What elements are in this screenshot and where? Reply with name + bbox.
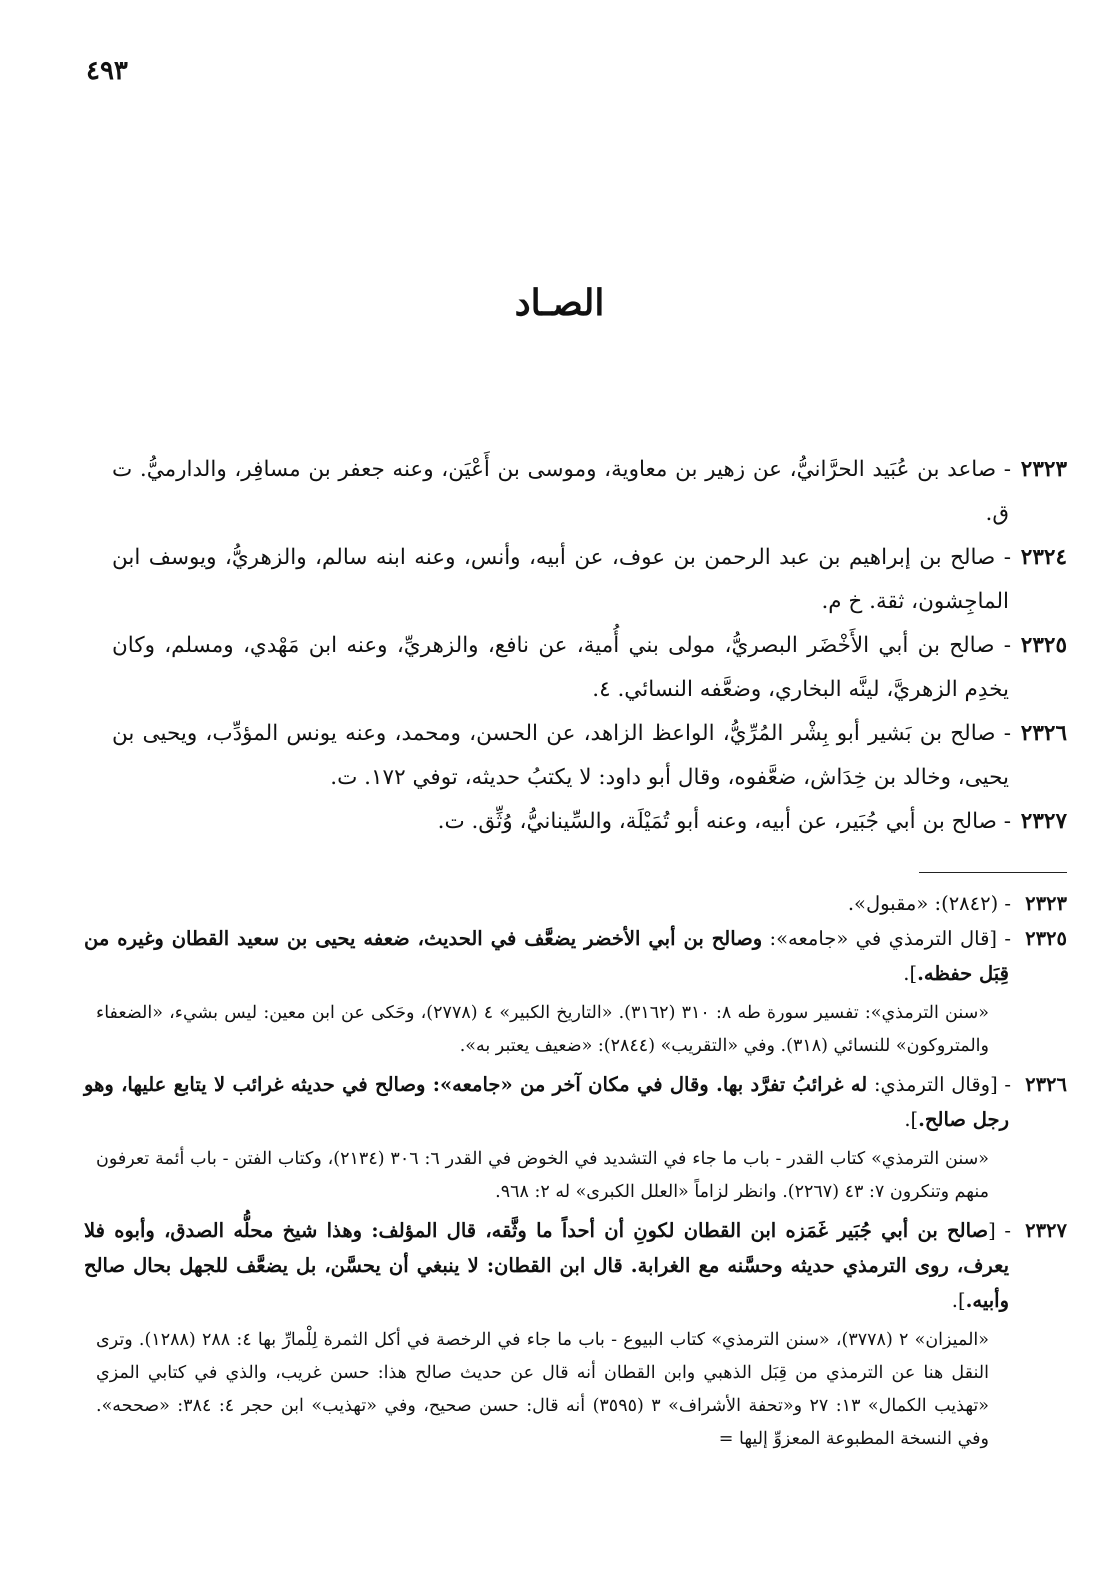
entry-number: ٢٣٢٣ bbox=[1020, 457, 1067, 482]
entry-2323 bbox=[112, 448, 1067, 536]
note-2327 bbox=[84, 1213, 1067, 1318]
entry-number: ٢٣٢٤ bbox=[1020, 545, 1067, 570]
note-tail: ]. bbox=[903, 962, 918, 985]
entry-number: ٢٣٢٥ bbox=[1020, 633, 1067, 658]
entry-text: - صاعد بن عُبَيد الحرَّانيُّ، عن زهير بن معاوية، وموسى بن أَعْيَن، وعنه جعفر بن مسافِر، والدارميُّ. ت ق. bbox=[112, 457, 1011, 526]
note-2326 bbox=[84, 1067, 1067, 1137]
note-comment: «سنن الترمذي» كتاب القدر - باب ما جاء في التشديد في الخوض في القدر ٦: ٣٠٦ (٢١٣٤)، وكتاب الفتن - باب أئمة تعرفون منهم وتنكرون ٧: ٤٣ (٢٢٦٧). وانظر لزاماً «العلل الكبرى» له ٢: ٩٦٨. bbox=[96, 1149, 990, 1202]
note-2323 bbox=[84, 886, 1067, 921]
entry-text: - صالح بن أبي الأَخْضَر البصريُّ، مولى بني أُمية، عن نافع، والزهريِّ، وعنه ابن مَهْدي، ومسلم، وكان يخدِم الزهريَّ، لينَّه البخاري، وضعَّفه النسائي. ٤. bbox=[112, 633, 1011, 702]
entry-text: - صالح بن أبي جُبَير، عن أبيه، وعنه أبو تُمَيْلَة، والسِّينانيُّ، وُثِّق. ت. bbox=[437, 809, 1011, 834]
note-2325 bbox=[84, 921, 1067, 991]
note-tail: ]. bbox=[904, 1108, 919, 1131]
entry-text: - صالح بن بَشير أبو بِشْر المُرِّيُّ، الواعظ الزاهد، عن الحسن، ومحمد، وعنه يونس المؤدِّب، ويحيى بن يحيى، وخالد بن خِدَاش، ضعَّفوه، وقال أبو داود: لا يكتبُ حديثه، توفي ١٧٢. ت. bbox=[112, 721, 1011, 790]
page-number: ٤٩٣ bbox=[86, 56, 128, 86]
main-entries bbox=[112, 448, 1067, 844]
note-number: ٢٣٢٥ bbox=[1025, 927, 1067, 950]
footnote-divider bbox=[919, 872, 1067, 873]
note-comment: «الميزان» ٢ (٣٧٧٨)، «سنن الترمذي» كتاب البيوع - باب ما جاء في الرخصة في أكل الثمرة لِلْمارِّ بها ٤: ٢٨٨ (١٢٨٨). وترى النقل هنا عن الترمذي من قِبَل الذهبي وابن القطان أنه قال عن حديث صالح هذا: حسن غريب، والذي في كتابي المزي «تهذيب الكمال» ١٣: ٢٧ و«تحفة الأشراف» ٣ (٣٥٩٥) أنه قال: حسن صحيح، وفي «تهذيب» ابن حجر ٤: ٣٨٤: «صححه». وفي النسخة المطبوعة المعزوِّ إليها = bbox=[96, 1330, 990, 1449]
entry-number: ٢٣٢٧ bbox=[1020, 809, 1067, 834]
note-comment: «سنن الترمذي»: تفسير سورة طه ٨: ٣١٠ (٣١٦٢). «التاريخ الكبير» ٤ (٢٧٧٨)، وحَكى عن ابن معين: ليس بشيء، «الضعفاء والمتروكون» للنسائي (٣١٨). وفي «التقريب» (٢٨٤٤): «ضعيف يعتبر به». bbox=[96, 1003, 990, 1056]
note-quote: له غرائبُ تفرَّد بها. وقال في مكان آخر من «جامعه»: وصالح في حديثه غرائب لا يتابع عليها، وهو رجل صالح. bbox=[84, 1073, 1009, 1131]
entry-number: ٢٣٢٦ bbox=[1020, 721, 1067, 746]
entry-2324 bbox=[112, 536, 1067, 624]
note-lead: - [قال الترمذي في «جامعه»: bbox=[762, 927, 1011, 950]
entry-text: - صالح بن إبراهيم بن عبد الرحمن بن عوف، عن أبيه، وأنس، وعنه ابنه سالم، والزهريُّ، ويوسف ابن الماجِشون، ثقة. خ م. bbox=[112, 545, 1011, 614]
entry-2327 bbox=[112, 800, 1067, 844]
section-title: الصـاد bbox=[514, 282, 605, 324]
note-text: - (٢٨٤٢): «مقبول». bbox=[847, 892, 1011, 915]
note-quote: صالح بن أبي جُبَير غَمَزه ابن القطان لكونِ أن أحداً ما وثَّقه، قال المؤلف: وهذا شيخ محلُّه الصدق، وأبوه فلا يعرف، روى الترمذي حديثه وحسَّنه مع الغرابة. قال ابن القطان: لا ينبغي أن يحسَّن، بل يضعَّف للجهل بحال صالح وأبيه. bbox=[84, 1219, 1009, 1312]
note-quote: وصالح بن أبي الأخضر يضعَّف في الحديث، ضعفه يحيى بن سعيد القطان وغيره من قِبَل حفظه. bbox=[84, 927, 1009, 985]
note-number: ٢٣٢٣ bbox=[1025, 892, 1067, 915]
entry-2325 bbox=[112, 624, 1067, 712]
note-number: ٢٣٢٦ bbox=[1025, 1073, 1068, 1096]
entry-2326 bbox=[112, 712, 1067, 800]
footnotes bbox=[84, 886, 1067, 1460]
note-lead: - [وقال الترمذي: bbox=[867, 1073, 1012, 1096]
note-lead: - [ bbox=[988, 1219, 1011, 1242]
note-tail: ]. bbox=[951, 1289, 966, 1312]
note-number: ٢٣٢٧ bbox=[1025, 1219, 1067, 1242]
